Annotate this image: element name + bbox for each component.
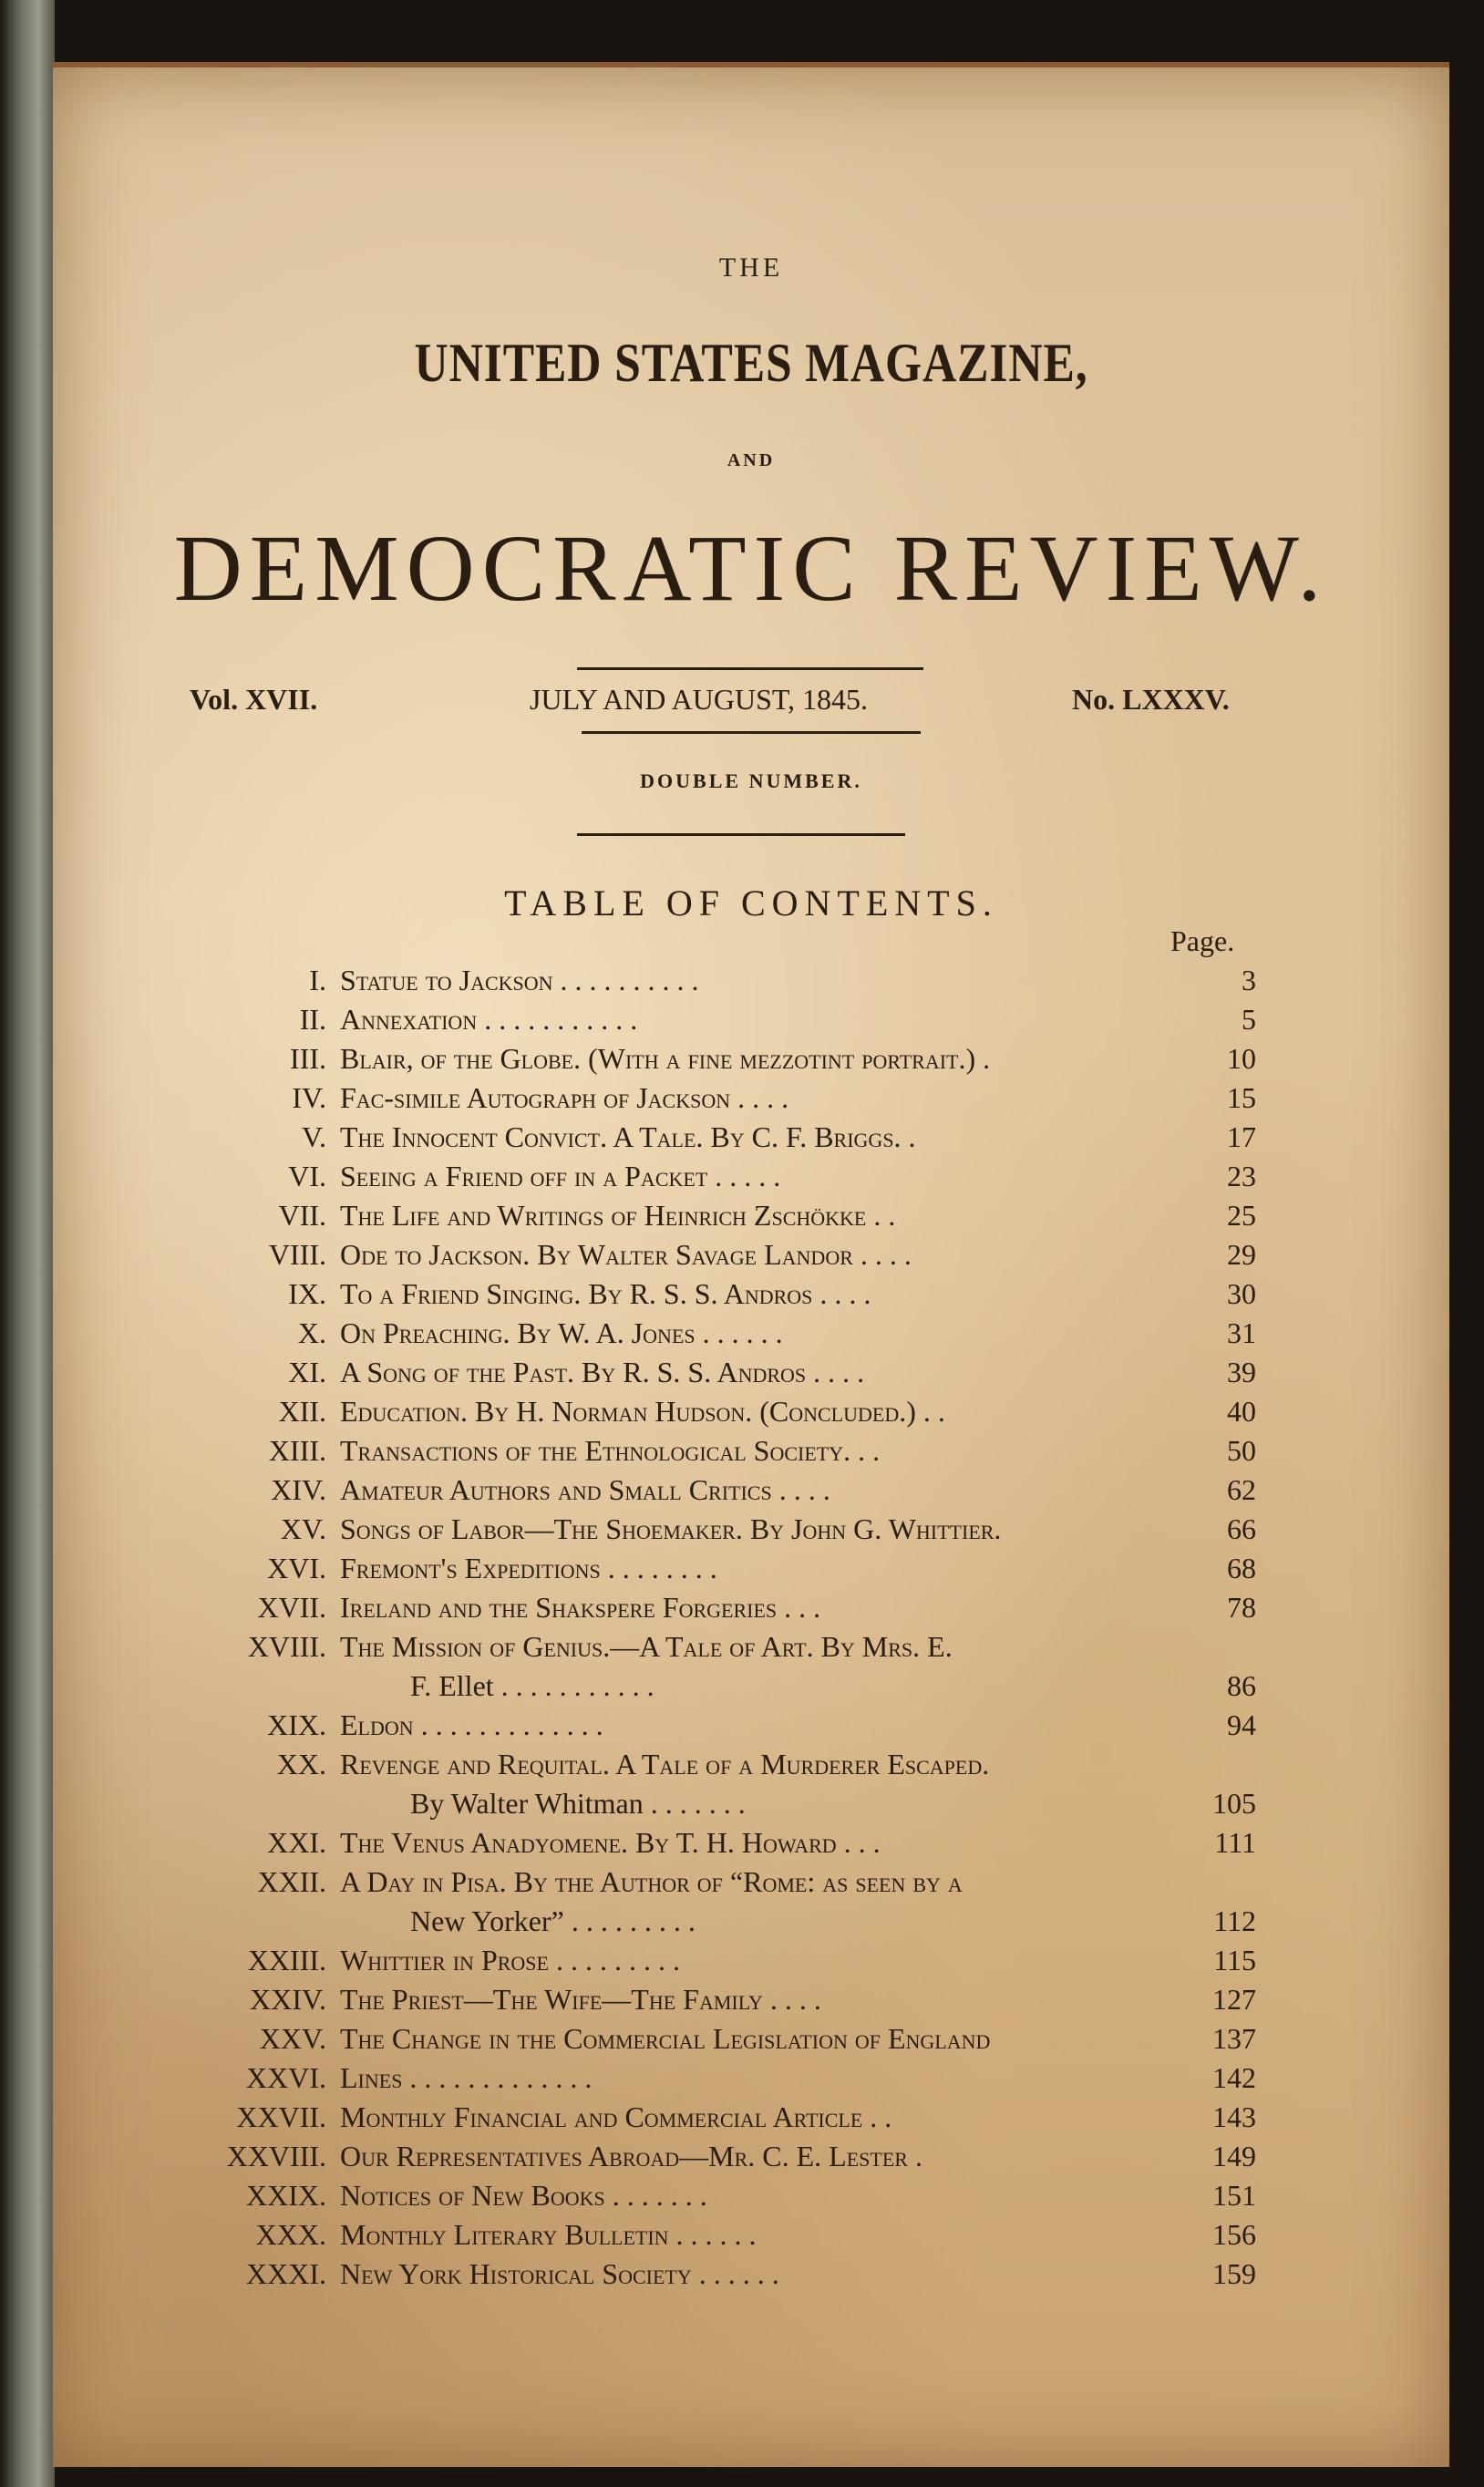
toc-entry-title: Notices of New Books . . . . . . . xyxy=(340,2179,707,2212)
toc-entry-title: The Change in the Commercial Legislation of England xyxy=(340,2022,991,2055)
toc-entry-title: Songs of Labor—The Shoemaker. By John G. Whittier. xyxy=(340,1512,1002,1545)
toc-entry-title: Transactions of the Ethnological Society. . . xyxy=(340,1434,881,1467)
issue-date: JULY AND AUGUST, 1845. xyxy=(530,683,869,716)
toc-entry xyxy=(53,1039,1449,1078)
toc-entry xyxy=(53,1314,1449,1353)
toc-entry xyxy=(53,1235,1449,1274)
toc-entry-number: XI. xyxy=(288,1356,326,1388)
toc-entry xyxy=(53,1000,1449,1039)
toc-entry-title: The Life and Writings of Heinrich Zschökke . . xyxy=(340,1199,896,1232)
toc-entry-number: XXVIII. xyxy=(226,2140,326,2172)
toc-entry-page: 137 xyxy=(1212,2022,1256,2055)
toc-entry-page: 112 xyxy=(1213,1904,1256,1937)
toc-entry-number: XIX. xyxy=(267,1708,326,1741)
toc-entry-number: XXV. xyxy=(259,2022,326,2055)
toc-entry-number: XX. xyxy=(276,1748,326,1780)
toc-entry-number: I. xyxy=(309,964,326,996)
toc-entry-number: XII. xyxy=(278,1395,326,1428)
toc-entry-title: Whittier in Prose . . . . . . . . . xyxy=(340,1944,680,1976)
toc-entry xyxy=(53,1471,1449,1510)
toc-entry xyxy=(53,1706,1449,1745)
toc-entry-title: Lines . . . . . . . . . . . . . xyxy=(340,2061,593,2094)
toc-entry-number: XXXI. xyxy=(246,2257,326,2290)
toc-entry-title: Fremont's Expeditions . . . . . . . . xyxy=(340,1552,717,1584)
review-title: DEMOCRATIC REVIEW. xyxy=(173,516,1329,621)
toc-entry-number: XXIII. xyxy=(247,1944,326,1976)
toc-entry-page: 29 xyxy=(1227,1238,1256,1271)
toc-entry-title: To a Friend Singing. By R. S. S. Andros . . . . xyxy=(340,1277,871,1310)
toc-entry xyxy=(53,1510,1449,1549)
toc-entry-page: 3 xyxy=(1242,964,1256,996)
toc-entry-page: 111 xyxy=(1214,1826,1256,1859)
toc-entry-page: 115 xyxy=(1213,1944,1256,1976)
toc-entry-title: New York Historical Society . . . . . . xyxy=(340,2257,779,2290)
toc-entry-page: 62 xyxy=(1227,1473,1256,1506)
toc-entry-number: III. xyxy=(290,1042,326,1075)
toc-entry-title: The Innocent Convict. A Tale. By C. F. Briggs. . xyxy=(340,1120,916,1153)
magazine-page xyxy=(53,62,1449,2467)
toc-entry-number: VI. xyxy=(288,1160,326,1192)
toc-entry xyxy=(53,1784,1449,1823)
toc-entry-title: By Walter Whitman . . . . . . . xyxy=(410,1787,746,1820)
toc-entry xyxy=(53,1118,1449,1157)
divider-rule xyxy=(577,833,905,836)
toc-entry-number: XIII. xyxy=(268,1434,326,1467)
toc-entry-page: 94 xyxy=(1227,1708,1256,1741)
toc-entry-number: XIV. xyxy=(271,1473,326,1506)
toc-entry-page: 149 xyxy=(1212,2140,1256,2172)
toc-entry-number: VII. xyxy=(278,1199,326,1232)
divider-rule xyxy=(582,731,921,734)
toc-entry-number: X. xyxy=(297,1316,326,1349)
toc-entry-page: 39 xyxy=(1227,1356,1256,1388)
toc-entry-page: 127 xyxy=(1212,1983,1256,2016)
toc-entry xyxy=(53,2215,1449,2255)
toc-entry xyxy=(53,1549,1449,1588)
toc-entry-number: XVIII. xyxy=(247,1630,326,1663)
toc-entry xyxy=(53,1941,1449,1980)
toc-entry xyxy=(53,2059,1449,2098)
toc-entry-title: Monthly Literary Bulletin . . . . . . xyxy=(340,2218,757,2251)
toc-entry xyxy=(53,1353,1449,1392)
toc-entry xyxy=(53,2137,1449,2176)
toc-entry xyxy=(53,1196,1449,1235)
toc-entry-page: 66 xyxy=(1227,1512,1256,1545)
toc-entry-title: F. Ellet . . . . . . . . . . . xyxy=(410,1669,654,1702)
toc-entry-title: On Preaching. By W. A. Jones . . . . . . xyxy=(340,1316,783,1349)
toc-entry-page: 143 xyxy=(1212,2100,1256,2133)
toc-entry xyxy=(53,1745,1449,1784)
toc-entry-page: 17 xyxy=(1227,1120,1256,1153)
toc-entry-page: 105 xyxy=(1212,1787,1256,1820)
toc-entry xyxy=(53,2255,1449,2294)
toc-entry-page: 159 xyxy=(1212,2257,1256,2290)
toc-entry-page: 142 xyxy=(1212,2061,1256,2094)
toc-entry-title: A Day in Pisa. By the Author of “Rome: as seen by a xyxy=(340,1865,963,1898)
toc-entry xyxy=(53,1667,1449,1706)
toc-entry xyxy=(53,1823,1449,1863)
toc-entry-title: Statue to Jackson . . . . . . . . . . xyxy=(340,964,699,996)
toc-entry-title: The Mission of Genius.—A Tale of Art. By Mrs. E. xyxy=(340,1630,953,1663)
toc-entry xyxy=(53,2176,1449,2215)
toc-entry-title: A Song of the Past. By R. S. S. Andros . . . . xyxy=(340,1356,865,1388)
toc-entry-title: Seeing a Friend off in a Packet . . . . . xyxy=(340,1160,781,1192)
toc-entry-page: 68 xyxy=(1227,1552,1256,1584)
toc-entry-page: 15 xyxy=(1227,1081,1256,1114)
toc-entry-number: XXIX. xyxy=(246,2179,326,2212)
toc-entry xyxy=(53,1980,1449,2019)
toc-entry-page: 5 xyxy=(1242,1003,1256,1036)
toc-entry xyxy=(53,2098,1449,2137)
toc-entry-title: Education. By H. Norman Hudson. (Concluded.) . . xyxy=(340,1395,945,1428)
toc-entry xyxy=(53,1392,1449,1431)
toc-entry xyxy=(53,1627,1449,1667)
toc-entry-page: 10 xyxy=(1227,1042,1256,1075)
volume-label: Vol. XVII. xyxy=(190,683,318,716)
toc-entry-title: Annexation . . . . . . . . . . . xyxy=(340,1003,638,1036)
toc-entry-page: 86 xyxy=(1227,1669,1256,1702)
toc-entry xyxy=(53,1431,1449,1471)
toc-entry-page: 78 xyxy=(1227,1591,1256,1624)
toc-entry xyxy=(53,2019,1449,2059)
toc-entry-number: II. xyxy=(299,1003,326,1036)
toc-title: TABLE OF CONTENTS. xyxy=(504,882,998,924)
toc-entry xyxy=(53,1157,1449,1196)
toc-entry-page: 31 xyxy=(1227,1316,1256,1349)
toc-entry-number: IV. xyxy=(292,1081,326,1114)
toc-entry-number: XVII. xyxy=(257,1591,326,1624)
issue-number: No. LXXXV. xyxy=(1072,683,1230,716)
double-number-label: DOUBLE NUMBER. xyxy=(640,769,862,792)
toc-entry-title: New Yorker” . . . . . . . . . xyxy=(410,1904,696,1937)
toc-entry-title: Fac-simile Autograph of Jackson . . . . xyxy=(340,1081,789,1114)
toc-entry xyxy=(53,961,1449,1000)
toc-entry-number: VIII. xyxy=(268,1238,326,1271)
toc-entry-number: XVI. xyxy=(267,1552,326,1584)
toc-entry xyxy=(53,1863,1449,1902)
toc-entry-title: The Venus Anadyomene. By T. H. Howard . . . xyxy=(340,1826,881,1859)
toc-entry-title: Monthly Financial and Commercial Article . . xyxy=(340,2100,892,2133)
toc-entry-number: XXVI. xyxy=(246,2061,326,2094)
toc-entry-page: 40 xyxy=(1227,1395,1256,1428)
toc-entry-number: XXII. xyxy=(257,1865,326,1898)
toc-entry xyxy=(53,1902,1449,1941)
toc-entry-title: Ireland and the Shakspere Forgeries . . . xyxy=(340,1591,821,1624)
toc-entry xyxy=(53,1078,1449,1118)
divider-rule xyxy=(577,667,923,670)
page-column-header: Page. xyxy=(1170,924,1235,957)
toc-entry-number: XXI. xyxy=(267,1826,326,1859)
toc-entry xyxy=(53,1588,1449,1627)
toc-entry-title: Our Representatives Abroad—Mr. C. E. Lester . xyxy=(340,2140,922,2172)
toc-entry-page: 156 xyxy=(1212,2218,1256,2251)
toc-entry-page: 23 xyxy=(1227,1160,1256,1192)
toc-entry-page: 151 xyxy=(1212,2179,1256,2212)
toc-entry-title: Blair, of the Globe. (With a fine mezzotint portrait.) . xyxy=(340,1042,991,1075)
toc-entry-title: Eldon . . . . . . . . . . . . . xyxy=(340,1708,603,1741)
toc-entry-number: IX. xyxy=(288,1277,326,1310)
header-the: THE xyxy=(718,253,784,283)
toc-entry-title: The Priest—The Wife—The Family . . . . xyxy=(340,1983,821,2016)
toc-entry-page: 25 xyxy=(1227,1199,1256,1232)
toc-entry-number: XXVII. xyxy=(236,2100,326,2133)
toc-entry-number: XXX. xyxy=(255,2218,326,2251)
book-spine-edge xyxy=(0,0,55,2487)
toc-entry-title: Amateur Authors and Small Critics . . . . xyxy=(340,1473,830,1506)
header-and: AND xyxy=(727,450,776,470)
toc-entry-page: 50 xyxy=(1227,1434,1256,1467)
toc-entry-number: V. xyxy=(302,1120,326,1153)
toc-entry xyxy=(53,1274,1449,1314)
toc-entry-title: Revenge and Requital. A Tale of a Murderer Escaped. xyxy=(340,1748,990,1780)
magazine-title: UNITED STATES MAGAZINE, xyxy=(414,333,1088,393)
toc-entry-number: XV. xyxy=(280,1512,326,1545)
toc-entry-number: XXIV. xyxy=(250,1983,326,2016)
toc-entry-title: Ode to Jackson. By Walter Savage Landor . . . . xyxy=(340,1238,912,1271)
toc-entry-page: 30 xyxy=(1227,1277,1256,1310)
